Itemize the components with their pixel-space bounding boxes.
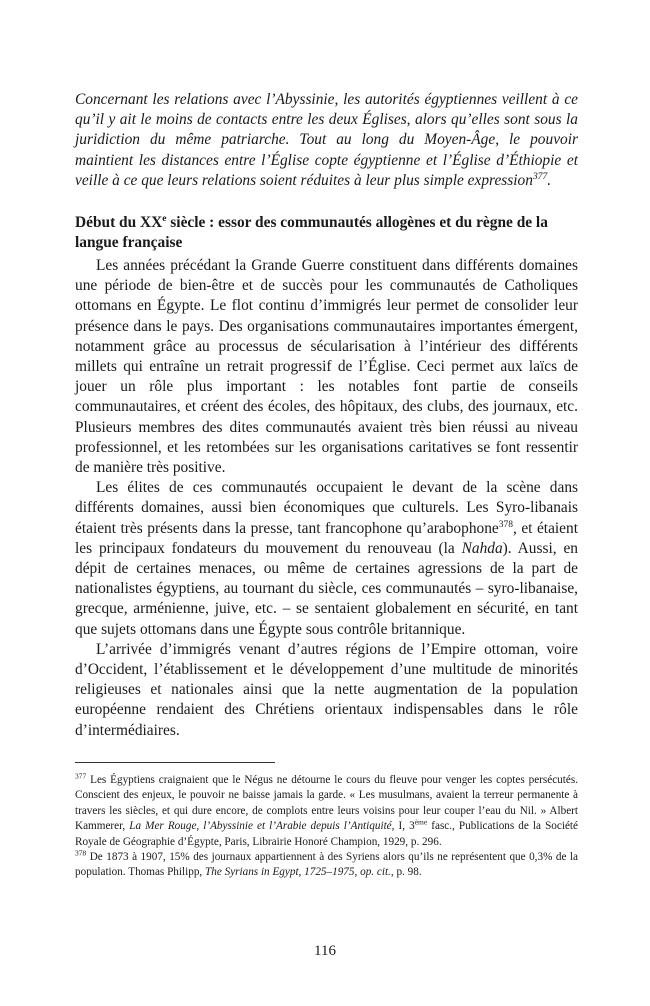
body-paragraph-1: Les années précédant la Grande Guerre constituent dans différents domaines une période de bien-être et de succès pour les communautés de Catholiques ottomans en Égypte. Le flot continu d’immigrés leur permet de consolider leur présence dans le pays. Des organisations communautaires importantes émergent, notamment grâce au processus de sécularisation à l’intérieur des différents millets qui entraîne un retrait progressif de l’Église. Ceci permet aux laïcs de jouer un rôle plus important : les notables font partie de conseils communautaires, et créent des écoles, des hôpitaux, des clubs, des journaux, etc. Plusieurs membres des dites communautés avaient très bien réussi au niveau professionnel, et les retombées sur les organisations caritatives se font ressentir de manière très positive. bbox=[75, 257, 578, 477]
paragraph-2-part-a: Les élites de ces communautés occupaient le devant de la scène dans différents domaines, aussi bien économiques que culturels. Les Syro-libanais étaient très présents dans la presse, tant francophone qu’arabophone bbox=[75, 479, 578, 537]
quote-paragraph bbox=[75, 90, 578, 191]
footnote-377-text-a: Les Égyptiens craignaient que le Négus ne détourne le cours du fleuve pour venger les coptes persécutés. Conscient des enjeux, le pouvoir ne baisse jamais la garde. « Les musulmans, avaient la terreur permanente à travers les siècles, et qui dure encore, de complots entre leurs voisins pour leur couper l’eau du Nil. » Albert Kammerer, bbox=[75, 774, 578, 833]
section-heading bbox=[75, 213, 578, 253]
footnote-378-opcit: op. cit. bbox=[360, 866, 391, 879]
quote-end: . bbox=[547, 171, 552, 189]
paragraph-2-part-b: , et étaient les principaux fondateurs du mouvement du renouveau (la bbox=[75, 519, 578, 557]
footnote-377-text-b: , I, 3 bbox=[391, 820, 415, 833]
footnotes bbox=[75, 773, 578, 881]
footnote-377-title: La Mer Rouge, l’Abyssinie et l’Arabie depuis l’Antiquité bbox=[129, 820, 392, 833]
footnote-378-text-b: , bbox=[354, 866, 361, 879]
heading-superscript: e bbox=[162, 213, 167, 224]
footnote-377-number: 377 bbox=[75, 771, 87, 781]
footnote-divider bbox=[75, 762, 275, 763]
paragraph-2-part-c: ). Aussi, en dépit de certaines menaces, ou même de certaines agressions de la part de nationalistes égyptiens, au tournant du siècle, ces communautés – syro-libanaise, grecque, arménienne, juive, etc. – se sentaient globalement en sécurité, en tant que sujets ottomans dans une Égypte sous contrôle britannique. bbox=[75, 539, 578, 638]
body-paragraph-2 bbox=[75, 478, 578, 640]
body-text bbox=[75, 256, 578, 741]
nahda-term: Nahda bbox=[461, 539, 503, 557]
body-paragraph-3: L’arrivée d’immigrés venant d’autres régions de l’Empire ottoman, voire d’Occident, l’établissement et le développement d’une multitude de minorités religieuses et nationales ainsi que la nette augmentation de la population européenne rendaient des Chrétiens orientaux indispensables dans le rôle d’intermédiaires. bbox=[75, 640, 578, 739]
footnote-ref-378[interactable]: 378 bbox=[498, 519, 513, 530]
page-number: 116 bbox=[314, 943, 336, 959]
footnote-377-text-c: fasc., Publications de la Société Royale de Géographie d’Égypte, Paris, Librairie Honoré Champion, 1929, p. 296. bbox=[75, 820, 578, 848]
footnote-378-text-c: , p. 98. bbox=[390, 866, 422, 879]
footnote-ref-377[interactable]: 377 bbox=[532, 171, 548, 182]
heading-pre: Début du XX bbox=[75, 214, 163, 231]
footnote-378-text-a: De 1873 à 1907, 15% des journaux appartiennent à des Syriens alors qu’ils ne représentent que 0,3% de la population. Thomas Philipp, bbox=[75, 851, 578, 879]
footnote-378-number: 378 bbox=[75, 848, 87, 858]
footnote-377 bbox=[75, 773, 578, 850]
footnote-378-title: The Syrians in Egypt, 1725–1975 bbox=[205, 866, 355, 879]
heading-post: siècle : essor des communautés allogènes et du règne de la langue française bbox=[75, 214, 548, 252]
quote-text: Concernant les relations avec l’Abyssinie, les autorités égyptiennes veillent à ce qu’il y ait le moins de contacts entre les deux Églises, alors qu’elles sont sous la juridiction du même patriarche. Tout au long du Moyen-Âge, le pouvoir maintient les distances entre l’Église copte égyptienne et l’Église d’Éthiopie et veille à ce que leurs relations soient réduites à leur plus simple expression bbox=[75, 91, 578, 189]
footnote-378 bbox=[75, 850, 578, 881]
footnote-377-superscript: ème bbox=[414, 817, 428, 827]
